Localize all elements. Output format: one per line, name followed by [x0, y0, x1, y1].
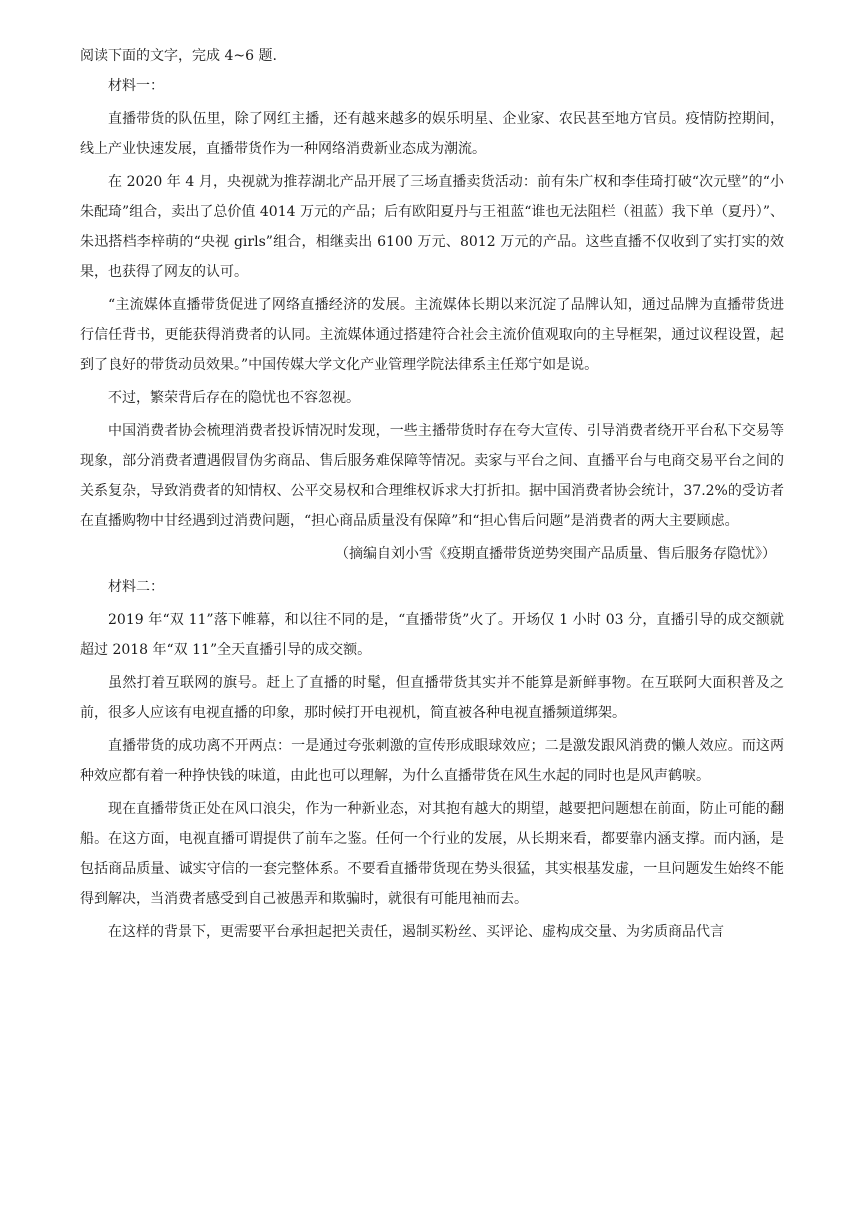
material2-paragraph-5: 在这样的背景下，更需要平台承担起把关责任，遏制买粉丝、买评论、虚构成交量、为劣质商品代言: [108, 924, 724, 940]
material1-heading: 材料一：: [108, 78, 164, 94]
material2-paragraph-3: 直播带货的成功离不开两点：一是通过夸张刺激的宣传形成眼球效应；二是激发跟风消费的懒人效应。而这两种效应都有着一种挣快钱的味道，由此也可以理解，为什么直播带货在风生水起的同时也是风声鹤唳。: [80, 738, 784, 784]
material1-paragraph-4: 不过，繁荣背后存在的隐忧也不容忽视。: [108, 390, 360, 406]
material1-source: （摘编自刘小雪《疫期直播带货逆势突围产品质量、售后服务存隐忧》）: [335, 546, 776, 562]
question-instruction: 阅读下面的文字，完成 4~6 题.: [80, 48, 277, 64]
material2-paragraph-4: 现在直播带货正处在风口浪尖，作为一种新业态，对其抱有越大的期望，越要把问题想在前面，防止可能的翻船。在这方面，电视直播可谓提供了前车之鉴。任何一个行业的发展，从长期来看，都要靠内涵支撑。而内涵，是包括商品质量、诚实守信的一套完整体系。不要看直播带货现在势头很猛，其实根基发虚，一旦问题发生始终不能得到解决，当消费者感受到自己被愚弄和欺骗时，就很有可能甩袖而去。: [80, 801, 784, 907]
material1-paragraph-5: 中国消费者协会梳理消费者投诉情况时发现，一些主播带货时存在夸大宣传、引导消费者绕开平台私下交易等现象，部分消费者遭遇假冒伪劣商品、售后服务难保障等情况。卖家与平台之间、直播平台与电商交易平台之间的关系复杂，导致消费者的知情权、公平交易权和合理维权诉求大打折扣。据中国消费者协会统计，37.2%的受访者在直播购物中甘经遇到过消费问题，“担心商品质量没有保障”和“担心售后问题”是消费者的两大主要顾虑。: [80, 423, 784, 529]
material1-paragraph-3: “主流媒体直播带货促进了网络直播经济的发展。主流媒体长期以来沉淀了品牌认知，通过品牌为直播带货进行信任背书，更能获得消费者的认同。主流媒体通过搭建符合社会主流价值观取向的主导框架，通过议程设置，起到了良好的带货动员效果。”中国传媒大学文化产业管理学院法律系主任郑宁如是说。: [80, 297, 784, 373]
material2-paragraph-2: 虽然打着互联网的旗号。赶上了直播的时髦，但直播带货其实并不能算是新鲜事物。在互联阿大面积普及之前，很多人应该有电视直播的印象，那时候打开电视机，简直被各种电视直播频道绑架。: [80, 675, 784, 721]
material2-heading: 材料二：: [108, 579, 164, 595]
material1-paragraph-2: 在 2020 年 4 月，央视就为推荐湖北产品开展了三场直播卖货活动：前有朱广权和李佳琦打破“次元壁”的“小朱配琦”组合，卖出了总价值 4014 万元的产品；后有欧阳夏丹与王祖蓝“谁也无法阻栏（祖蓝）我下单（夏丹）”、朱迅搭档李梓萌的“央视 girls”组合，相继卖出 6100 万元、8012 万元的产品。这些直播不仅收到了实打实的效果，也获得了网友的认可。: [80, 174, 784, 280]
material2-paragraph-1: 2019 年“双 11”落下帷幕，和以往不同的是，“直播带货”火了。开场仅 1 小时 03 分，直播引导的成交额就超过 2018 年“双 11”全天直播引导的成交额。: [80, 612, 784, 658]
document-page: [80, 41, 784, 950]
material1-paragraph-1: 直播带货的队伍里，除了网红主播，还有越来越多的娱乐明星、企业家、农民甚至地方官员。疫情防控期间，线上产业快速发展，直播带货作为一种网络消费新业态成为潮流。: [80, 111, 784, 157]
